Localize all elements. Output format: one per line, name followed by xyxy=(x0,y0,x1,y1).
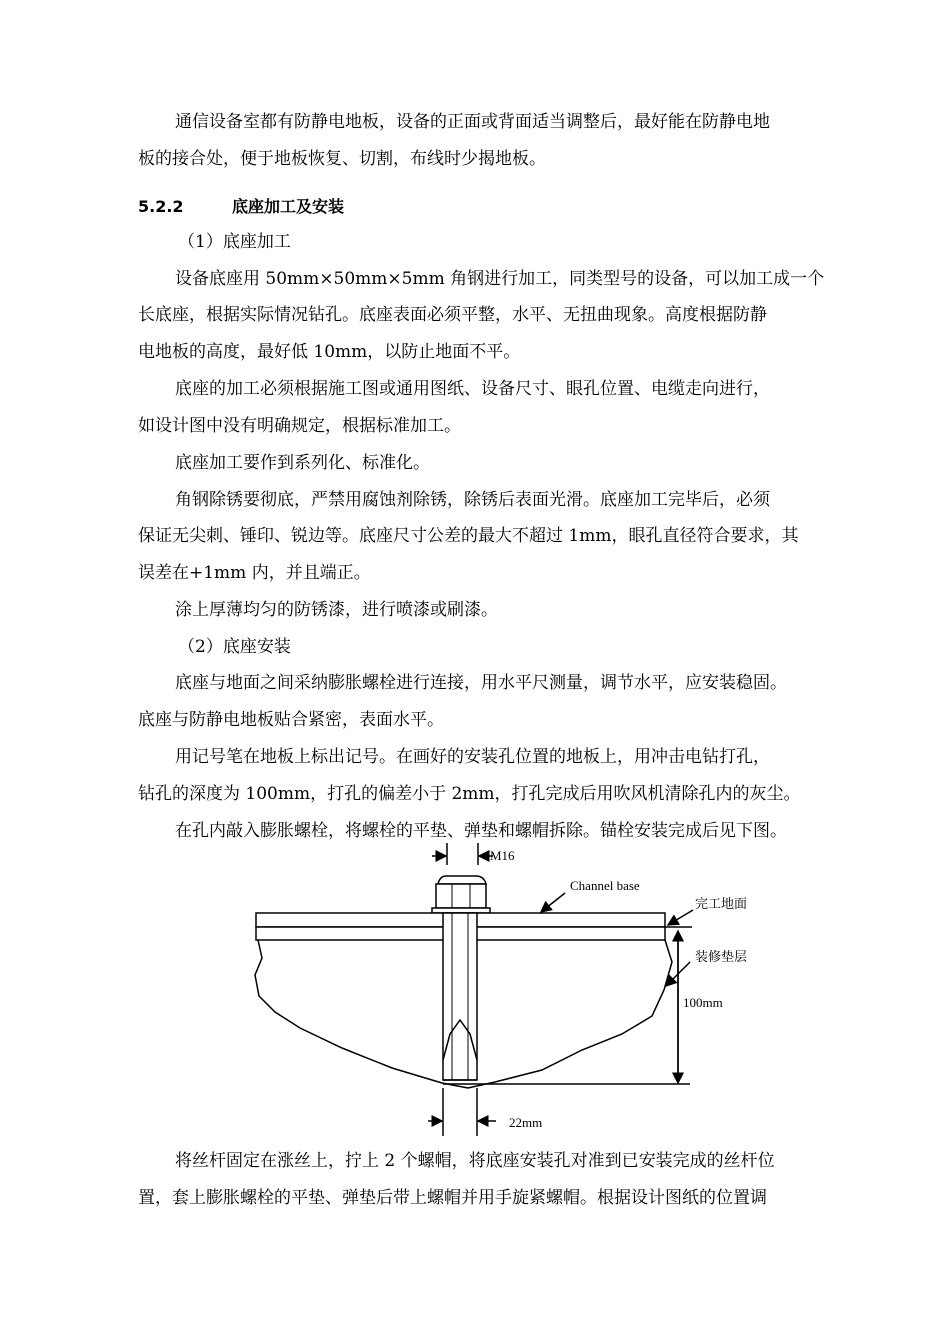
paragraph-line: 涂上厚薄均匀的防锈漆，进行喷漆或刷漆。 xyxy=(175,600,498,620)
paragraph-line: 底座加工要作到系列化、标准化。 xyxy=(175,453,430,473)
section-number: 5.2.2 xyxy=(138,197,184,216)
paragraph-line: 在孔内敲入膨胀螺栓，将螺栓的平垫、弹垫和螺帽拆除。锚栓安装完成后见下图。 xyxy=(175,821,787,841)
finished-floor-label: 完工地面 xyxy=(695,897,748,912)
nut-body xyxy=(436,884,486,908)
paragraph-line: 底座的加工必须根据施工图或通用图纸、设备尺寸、眼孔位置、电缆走向进行， xyxy=(175,379,770,399)
paragraph-line: 角钢除锈要彻底，严禁用腐蚀剂除锈，除锈后表面光滑。底座加工完毕后，必须 xyxy=(175,490,770,510)
paragraph-line: 将丝杆固定在涨丝上，拧上 2 个螺帽，将底座安装孔对准到已安装完成的丝杆位 xyxy=(175,1151,775,1171)
paragraph-line: 长底座，根据实际情况钻孔。底座表面必须平整，水平、无扭曲现象。高度根据防静 xyxy=(138,305,767,325)
depth-label: 100mm xyxy=(683,995,723,1010)
finish-layer-label: 装修垫层 xyxy=(695,950,748,965)
section-title: 底座加工及安装 xyxy=(232,197,345,216)
paragraph-line: 用记号笔在地板上标出记号。在画好的安装孔位置的地板上，用冲击电钻打孔， xyxy=(175,747,770,767)
paragraph-line: 电地板的高度，最好低 10mm，以防止地面不平。 xyxy=(138,342,521,362)
paragraph-line: 板的接合处，便于地板恢复、切割，布线时少揭地板。 xyxy=(138,149,546,169)
paragraph-line: 底座与地面之间采纳膨胀螺栓进行连接，用水平尺测量，调节水平，应安装稳固。 xyxy=(175,673,787,693)
paragraph-line: 设备底座用 50mm×50mm×5mm 角钢进行加工，同类型号的设备，可以加工成一个 xyxy=(175,269,825,289)
paragraph-line: 通信设备室都有防静电地板，设备的正面或背面适当调整后，最好能在防静电地 xyxy=(175,112,770,132)
paragraph-line: 底座与防静电地板贴合紧密，表面水平。 xyxy=(138,710,444,730)
anchor-sleeve xyxy=(443,913,477,1080)
paragraph-line: 钻孔的深度为 100mm，打孔的偏差小于 2mm，打孔完成后用吹风机清除孔内的灰尘。 xyxy=(138,784,801,804)
nut-top xyxy=(438,876,486,884)
channel-base-label: Channel base xyxy=(570,878,640,893)
width-label: 22mm xyxy=(509,1115,543,1130)
paragraph-line: 如设计图中没有明确规定，根据标准加工。 xyxy=(138,416,461,436)
paragraph-line: 保证无尖刺、锤印、锐边等。底座尺寸公差的最大不超过 1mm，眼孔直径符合要求，其 xyxy=(138,526,799,546)
paragraph-line: 误差在+1mm 内，并且端正。 xyxy=(138,563,371,583)
subheading: （2）底座安装 xyxy=(178,637,291,657)
channel-base-leader xyxy=(541,893,565,912)
bolt-size-label: M16 xyxy=(490,848,515,863)
subheading: （1）底座加工 xyxy=(178,232,291,252)
paragraph-line: 置，套上膨胀螺栓的平垫、弹垫后带上螺帽并用手旋紧螺帽。根据设计图纸的位置调 xyxy=(138,1188,767,1208)
floor-leader xyxy=(668,910,693,925)
